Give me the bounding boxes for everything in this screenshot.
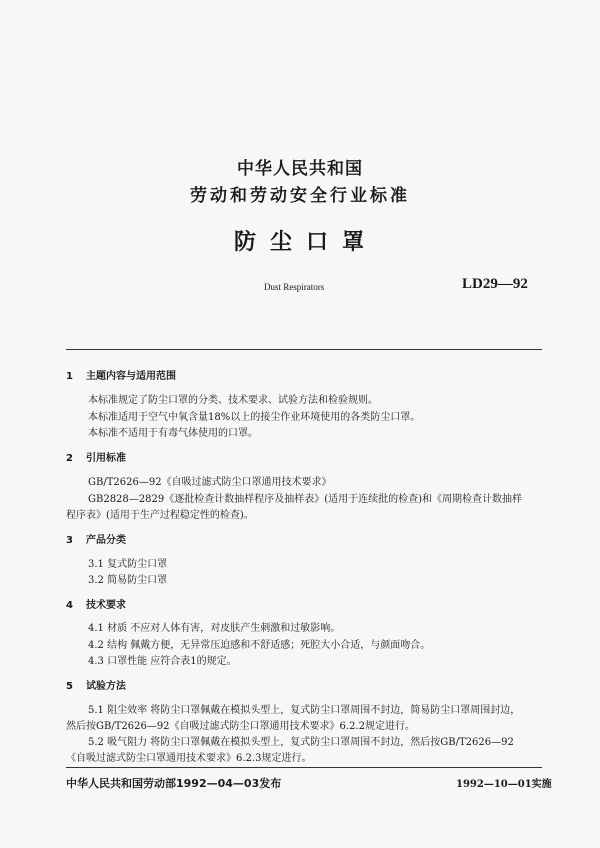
paragraph-line: 4.1 材质 不应对人体有害，对皮肤产生刺激和过敏影响。 bbox=[88, 623, 341, 634]
paragraph-line: 本标准不适用于有毒气体使用的口罩。 bbox=[88, 428, 258, 439]
section-title: 技术要求 bbox=[86, 600, 126, 611]
paragraph-line: 《自吸过滤式防尘口罩通用技术要求》6.2.3规定进行。 bbox=[66, 753, 312, 764]
paragraph-line: 本标准适用于空气中氧含量18%以上的接尘作业环境使用的各类防尘口罩。 bbox=[88, 412, 421, 423]
section-number: 2 bbox=[66, 453, 73, 464]
paragraph-line: 4.2 结构 佩戴方便，无异常压迫感和不舒适感；死腔大小合适，与颜面吻合。 bbox=[88, 640, 431, 651]
paragraph-line: 3.1 复式防尘口罩 bbox=[88, 559, 168, 570]
issuing-country-heading: 中华人民共和国 bbox=[237, 159, 363, 179]
paragraph-line: GB2828—2829《逐批检查计数抽样程序及抽样表》(适用于连续批的检查)和《周期检查计数抽样 bbox=[88, 494, 523, 505]
effective-date: 1992—10—01实施 bbox=[456, 779, 552, 790]
standard-category-heading: 劳动和劳动安全行业标准 bbox=[190, 186, 410, 206]
section-title: 产品分类 bbox=[86, 535, 126, 546]
section-title: 主题内容与适用范围 bbox=[86, 371, 176, 382]
section-heading-2 bbox=[66, 449, 126, 464]
section-number: 4 bbox=[66, 600, 73, 611]
section-heading-5 bbox=[66, 677, 126, 692]
section-heading-4 bbox=[66, 596, 126, 611]
english-title: Dust Respirators bbox=[264, 282, 325, 292]
paragraph-line: 5.2 吸气阻力 将防尘口罩佩戴在模拟头型上，复式防尘口罩周围不封边，然后按GB/T2626—92 bbox=[88, 737, 514, 748]
section-number: 5 bbox=[66, 681, 73, 692]
section-number: 1 bbox=[66, 371, 73, 382]
section-heading-1 bbox=[66, 367, 176, 382]
paragraph-line: GB/T2626—92《自吸过滤式防尘口罩通用技术要求》 bbox=[88, 477, 332, 488]
paragraph-line: 3.2 简易防尘口罩 bbox=[88, 575, 168, 586]
paragraph-line: 5.1 阻尘效率 将防尘口罩佩戴在模拟头型上，复式防尘口罩周围不封边，简易防尘口罩周围封边， bbox=[88, 705, 521, 716]
section-number: 3 bbox=[66, 535, 73, 546]
section-title: 试验方法 bbox=[86, 681, 126, 692]
paragraph-line: 4.3 口罩性能 应符合表1的规定。 bbox=[88, 656, 237, 667]
paragraph-line: 然后按GB/T2626—92《自吸过滤式防尘口罩通用技术要求》6.2.2规定进行。 bbox=[66, 721, 415, 732]
issue-date: 中华人民共和国劳动部1992—04—03发布 bbox=[66, 777, 282, 790]
section-heading-3 bbox=[66, 531, 126, 546]
header-divider bbox=[66, 349, 542, 350]
paragraph-line: 程序表》(适用于生产过程稳定性的检查)。 bbox=[66, 510, 254, 521]
section-title: 引用标准 bbox=[86, 453, 126, 464]
document-title: 防尘口罩 bbox=[233, 230, 378, 255]
standard-code: LD29—92 bbox=[462, 276, 528, 292]
paragraph-line: 本标准规定了防尘口罩的分类、技术要求、试验方法和检验规则。 bbox=[88, 395, 378, 406]
footer-divider bbox=[66, 767, 542, 768]
